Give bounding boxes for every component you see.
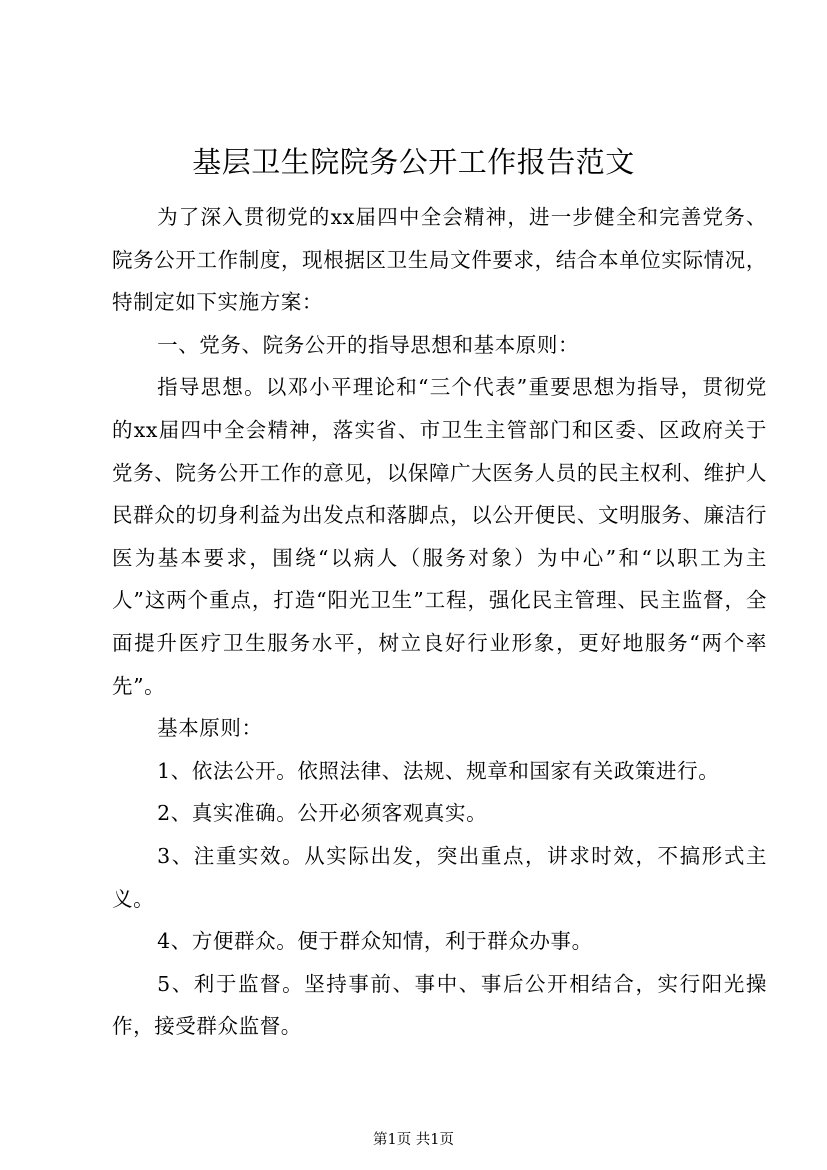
paragraph-principle-5: 5、利于监督。坚持事前、事中、事后公开相结合，实行阳光操作，接受群众监督。 [112, 971, 767, 1039]
document-body [112, 196, 767, 1048]
paragraph-principle-4: 4、方便群众。便于群众知情，利于群众办事。 [157, 929, 593, 954]
document-title: 基层卫生院院务公开工作报告范文 [192, 145, 635, 179]
paragraph-intro: 为了深入贯彻党的xx届四中全会精神，进一步健全和完善党务、院务公开工作制度，现根据区卫生局文件要求，结合本单位实际情况，特制定如下实施方案： [112, 205, 767, 315]
paragraph-basic-principles-heading: 基本原则： [157, 716, 263, 741]
paragraph-principle-2: 2、真实准确。公开必须客观真实。 [157, 801, 488, 826]
paragraph-section-heading: 一、党务、院务公开的指导思想和基本原则： [157, 332, 580, 357]
paragraph-principle-3: 3、注重实效。从实际出发，突出重点，讲求时效，不搞形式主义。 [112, 843, 767, 911]
paragraph-guiding-ideology: 指导思想。以邓小平理论和“三个代表”重要思想为指导，贯彻党的xx届四中全会精神，落实省、市卫生主管部门和区委、区政府关于党务、院务公开工作的意见，以保障广大医务人员的民主权利、维护人民群众的切身利益为出发点和落脚点，以公开便民、文明服务、廉洁行医为基本要求，围绕“以病人（服务对象）为中心”和“以职工为主人”这两个重点，打造“阳光卫生”工程，强化民主管理、民主监督，全面提升医疗卫生服务水平，树立良好行业形象，更好地服务“两个率先”。 [112, 375, 767, 698]
paragraph-principle-1: 1、依法公开。依照法律、法规、规章和国家有关政策进行。 [157, 758, 720, 783]
page-footer: 第1页 共1页 [372, 1132, 455, 1148]
